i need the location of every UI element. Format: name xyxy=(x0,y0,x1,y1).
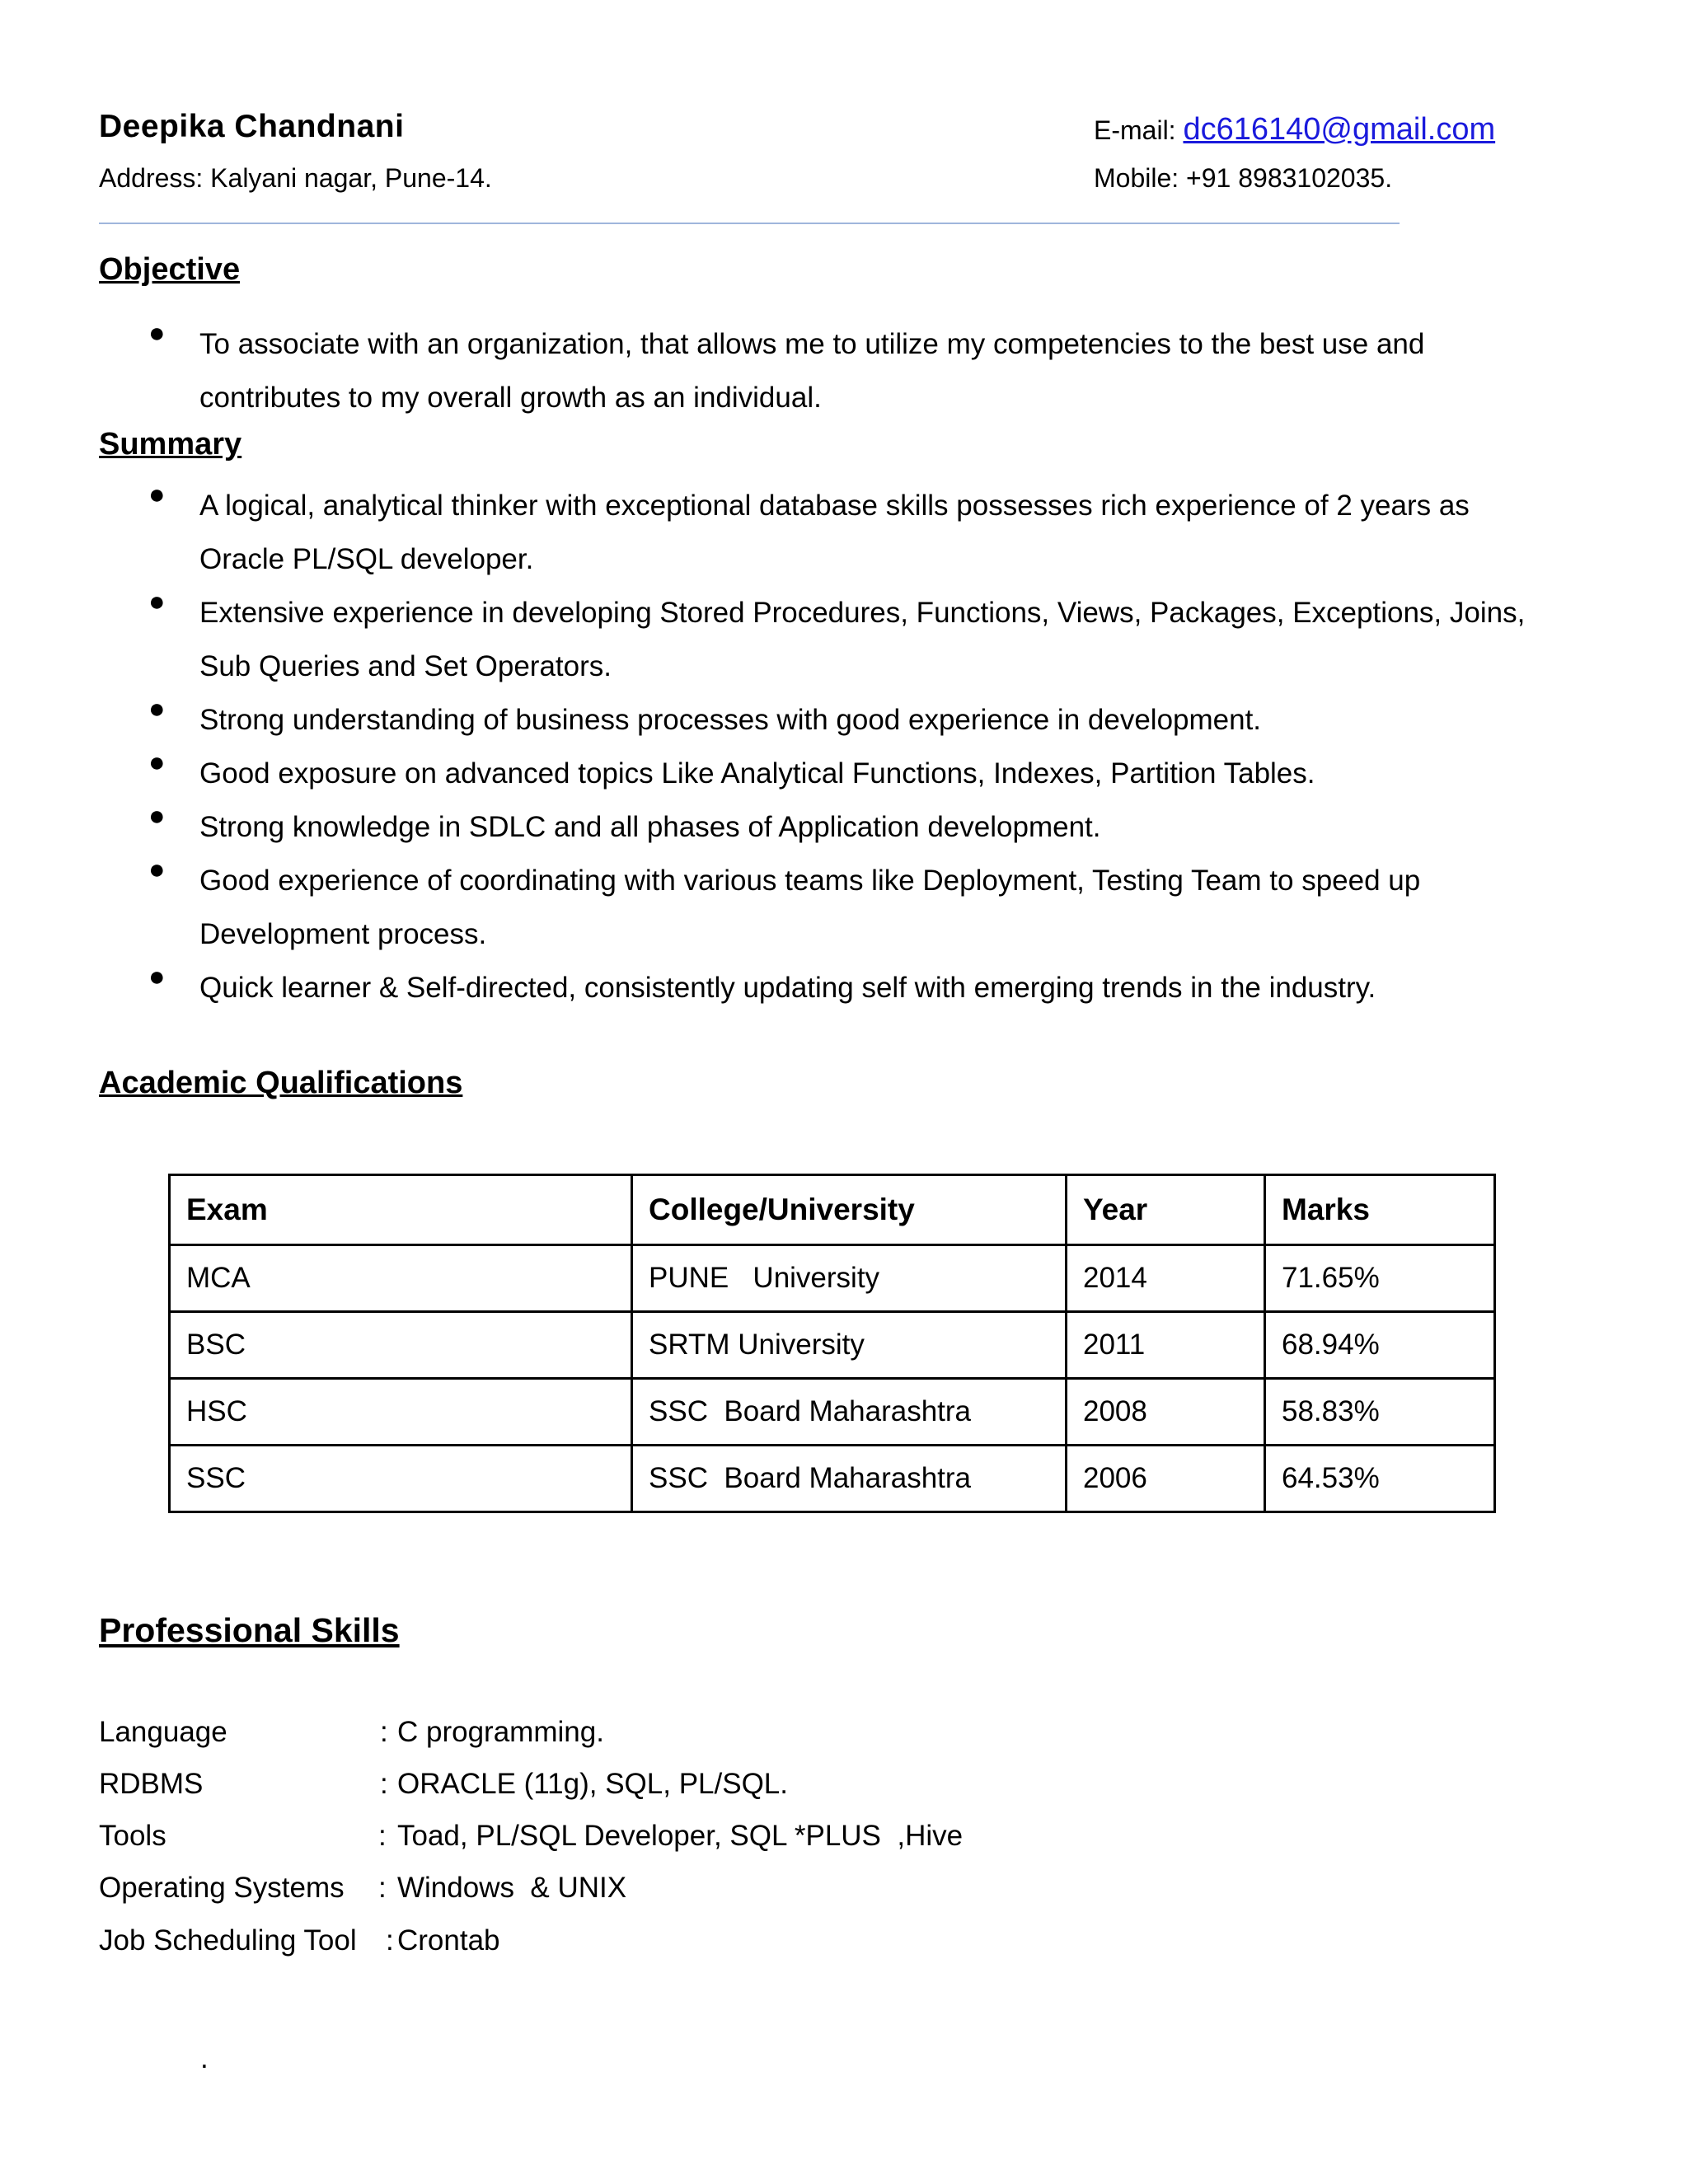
skill-value: Windows & UNIX xyxy=(397,1872,627,1904)
table-cell: 64.53% xyxy=(1265,1446,1495,1512)
bullet-icon: ● xyxy=(148,800,166,832)
skill-label: RDBMS xyxy=(99,1768,204,1800)
summary-item: A logical, analytical thinker with exceptional database skills possesses rich experience of 2 years as Oracle PL/SQL developer. xyxy=(199,490,1470,575)
header-divider xyxy=(99,223,1400,224)
table-cell: MCA xyxy=(170,1245,632,1312)
skill-colon: : xyxy=(386,1924,394,1957)
table-cell: SSC Board Maharashtra xyxy=(632,1379,1067,1446)
academic-table xyxy=(168,1174,1496,1513)
table-cell: 58.83% xyxy=(1265,1379,1495,1446)
academic-heading: Academic Qualifications xyxy=(99,1066,463,1100)
table-cell: SSC Board Maharashtra xyxy=(632,1446,1067,1512)
summary-item: Good experience of coordinating with various teams like Deployment, Testing Team to speed up Development process. xyxy=(199,865,1421,950)
table-cell: PUNE University xyxy=(632,1245,1067,1312)
summary-item: Extensive experience in developing Stored Procedures, Functions, Views, Packages, Exceptions, Joins, Sub Queries and Set Operators. xyxy=(199,597,1526,682)
bullet-icon: ● xyxy=(148,586,166,617)
trailing-period: . xyxy=(200,2042,209,2074)
table-row xyxy=(170,1312,1495,1379)
summary-item: Quick learner & Self-directed, consistently updating self with emerging trends in the industry. xyxy=(199,972,1376,1004)
summary-item: Good exposure on advanced topics Like Analytical Functions, Indexes, Partition Tables. xyxy=(199,757,1315,790)
skill-label: Tools xyxy=(99,1820,166,1852)
skill-label: Language xyxy=(99,1716,227,1748)
table-row xyxy=(170,1245,1495,1312)
summary-item: Strong knowledge in SDLC and all phases of Application development. xyxy=(199,811,1101,843)
mobile: Mobile: +91 8983102035. xyxy=(1094,163,1393,193)
bullet-icon: ● xyxy=(148,854,166,885)
column-header: Marks xyxy=(1265,1175,1495,1245)
skill-value: ORACLE (11g), SQL, PL/SQL. xyxy=(397,1768,788,1800)
candidate-name: Deepika Chandnani xyxy=(99,109,405,144)
table-cell: 2014 xyxy=(1067,1245,1265,1312)
skills-heading: Professional Skills xyxy=(99,1611,400,1649)
table-cell: 71.65% xyxy=(1265,1245,1495,1312)
skill-label: Job Scheduling Tool xyxy=(99,1924,357,1957)
address: Address: Kalyani nagar, Pune-14. xyxy=(99,163,492,193)
skill-colon: : xyxy=(378,1872,387,1904)
skill-label: Operating Systems xyxy=(99,1872,345,1904)
skill-value: C programming. xyxy=(397,1716,604,1748)
table-cell: SRTM University xyxy=(632,1312,1067,1379)
bullet-icon: ● xyxy=(148,693,166,724)
skill-colon: : xyxy=(380,1768,388,1800)
objective-heading: Objective xyxy=(99,252,241,287)
skill-value: Crontab xyxy=(397,1924,500,1957)
table-cell: HSC xyxy=(170,1379,632,1446)
email-line xyxy=(1094,112,1495,148)
skill-colon: : xyxy=(378,1820,387,1852)
summary-heading: Summary xyxy=(99,427,242,462)
bullet-icon: ● xyxy=(148,317,166,349)
table-cell: 2008 xyxy=(1067,1379,1265,1446)
column-header: College/University xyxy=(632,1175,1067,1245)
table-cell: BSC xyxy=(170,1312,632,1379)
table-cell: 2006 xyxy=(1067,1446,1265,1512)
bullet-icon: ● xyxy=(148,961,166,992)
table-cell: 68.94% xyxy=(1265,1312,1495,1379)
table-row xyxy=(170,1446,1495,1512)
skill-value: Toad, PL/SQL Developer, SQL *PLUS ,Hive xyxy=(397,1820,964,1852)
skill-colon: : xyxy=(380,1716,388,1748)
summary-item: Strong understanding of business processes with good experience in development. xyxy=(199,704,1262,736)
table-row xyxy=(170,1379,1495,1446)
table-cell: SSC xyxy=(170,1446,632,1512)
table-header-row xyxy=(170,1175,1495,1245)
objective-item: To associate with an organization, that allows me to utilize my competencies to the best use and contributes to my overall growth as an individual. xyxy=(199,328,1425,414)
email-label: E-mail: xyxy=(1094,115,1176,145)
bullet-icon: ● xyxy=(148,747,166,778)
column-header: Exam xyxy=(170,1175,632,1245)
column-header: Year xyxy=(1067,1175,1265,1245)
bullet-icon: ● xyxy=(148,479,166,510)
email-link[interactable]: dc616140@gmail.com xyxy=(1183,112,1496,147)
table-cell: 2011 xyxy=(1067,1312,1265,1379)
